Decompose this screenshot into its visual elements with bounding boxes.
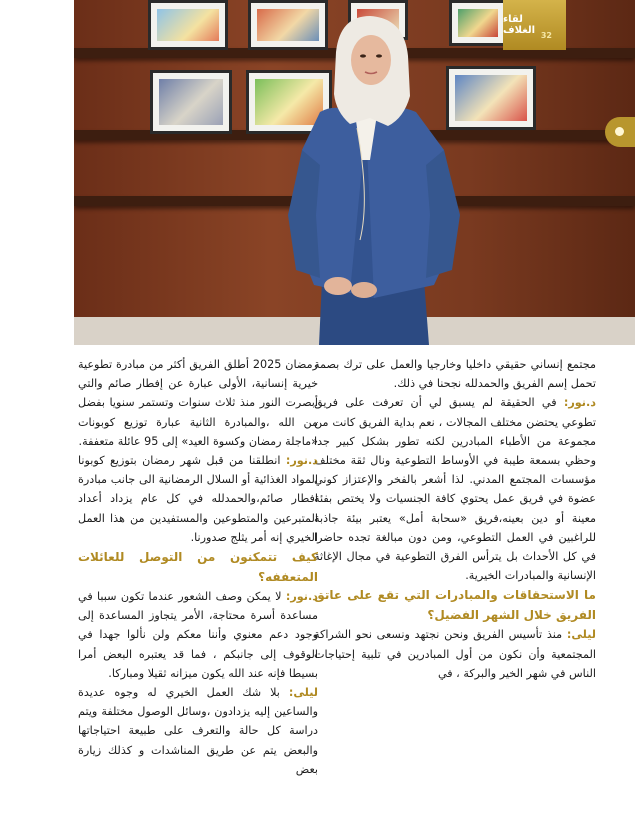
paragraph: [314, 393, 596, 585]
paragraph: [314, 625, 596, 683]
paragraph-text: لا يمكن وصف الشعور عندما تكون سببا في مساعدة أسرة محتاجة، الأمر يتجاوز المساعدة إلى وجود دعم معنوي وأننا معكم ولن نألوا جهدا في الوقوف إلى جانبكم ، فما قد يعتبره البعض أمرا بسيطا فإنه عند الله يكون ميزانه ثقيلا ومباركا.: [78, 590, 318, 680]
page-edge-tab: [605, 117, 635, 147]
paragraph: مجتمع إنساني حقيقي داخليا وخارجيا والعمل على ترك بصمة تحمل إسم الفريق والحمدلله نجحنا في ذلك.: [314, 358, 596, 391]
speaker-name: د.نور:: [563, 396, 596, 410]
article-column-left: [78, 355, 318, 779]
page-number: 32: [540, 31, 552, 40]
paragraph-text: منذ تأسيس الفريق ونحن نجتهد ونسعى نحو الشراكة المجتمعية وأن نكون من أول المبادرين في تلبية إحتياجات الناس في شهر الخير والبركة ، في: [314, 628, 596, 680]
paragraph: [78, 587, 318, 683]
page-edge-dot: [615, 127, 624, 136]
paragraph-text: بلا شك العمل الخيري له وجوه عديدة والساعين إليه يزدادون ،وسائل الوصول مختلفة ويتم دراسة كل حالة والتعرف على طبيعة احتياجاتها والبعض يتم عن طريق المناشدات و كذلك زيارة بعض: [78, 686, 318, 776]
paragraph: رمضان 2025 أطلق الفريق أكثر من مبادرة تطوعية خيرية إنسانية، الأولى عبارة عن إفطار صائم والتي أبصرت النور منذ ثلاث سنوات وتستمر سنويا بفضل من الله ،والمبادرة الثانية عبارة توزيع كوبونات «ماجلة رمضان وكسوة العيد» إلى 95 عائلة متعففة.: [78, 358, 318, 448]
woman-portrait: [74, 0, 635, 345]
paragraph-text: انطلقنا من قبل شهر رمضان بتوزيع كوبونا المواد الغذائية أو السلال الرمضانية الى جانب مبادرة افطار صائم،والحمدلله في كل عام يزداد أعداد المتبرعين والمتطوعين والمستفيدين من هذا العمل الخيري إنه أمر يثلج صدورنا.: [78, 454, 318, 544]
speaker-name: د.نور:: [285, 454, 318, 468]
paragraph: [78, 451, 318, 547]
question-heading: ما الاستحقاقات والمبادرات التي تقع على عاتق الفريق خلال الشهر الفضيل؟: [314, 588, 596, 623]
speaker-name: ليلى:: [566, 628, 596, 642]
speaker-name: د.نور:: [285, 590, 318, 604]
section-title: لقاء الغلاف: [503, 14, 536, 36]
paragraph: [78, 683, 318, 779]
article-column-right: [314, 355, 596, 683]
cover-photo: [74, 0, 635, 345]
section-header-tab: [503, 0, 566, 50]
paragraph-text: في الحقيقة لم يسبق لي أن تعرفت على فريق تطوعي يحتضن مختلف المجالات ، نعم بداية الفريق كانت من مجموعة من الأطباء المبادرين لكنه تطور بشكل كبير جدا وحظي بسمعة طيبة في الأوساط التطوعية ونال ثقة مختلف مؤسسات المجتمع المدني. لذا أشعر بالفخر والإعتزاز كوني عضوة في فريق عمل يحتوي كافة الجنسيات ولا يختص بفئة معينة أو دين بعينه،فريق «سحابة أمل» يعتبر بيئة جاذبة للراغبين في العمل التطوعي، ومن دون مبالغة تجده حاضرا في كل الأحداث بل يترأس الفرق التطوعية في مجال الإغاثة الإنسانية والمبادرات الخيرية.: [314, 396, 596, 583]
speaker-name: ليلى:: [288, 686, 318, 700]
question-heading: كيف تتمكنون من التوصل للعائلات المتعففه؟: [78, 550, 318, 585]
